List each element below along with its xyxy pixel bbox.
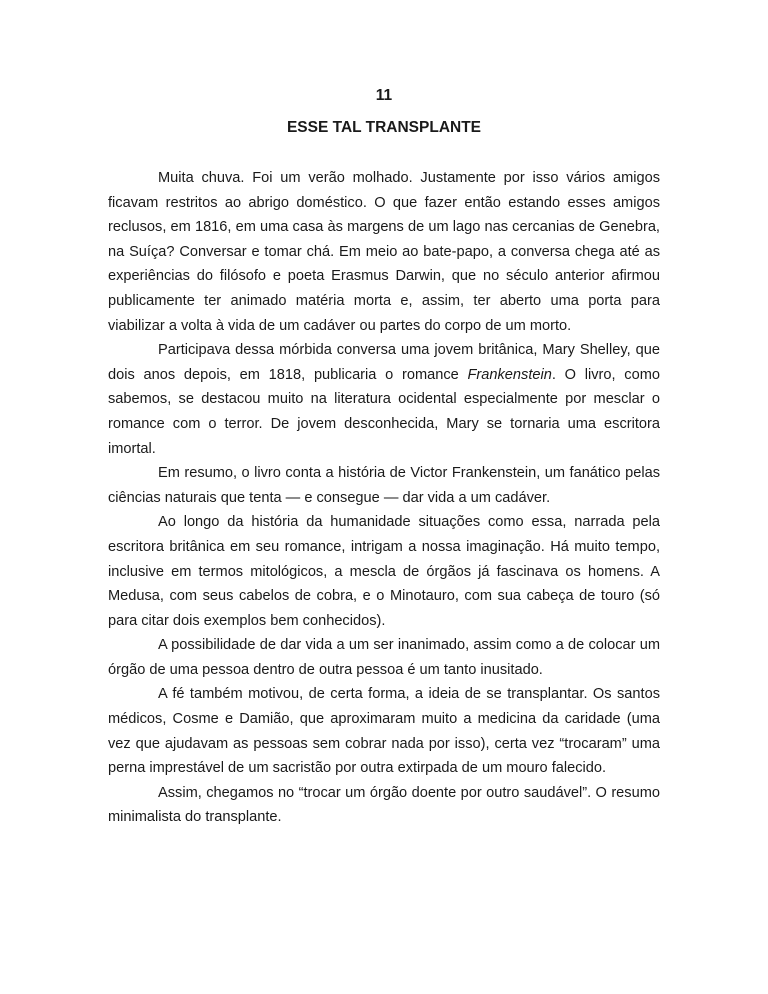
paragraph-2-text-before: Participava dessa mórbida conversa uma jovem britânica, Mary Shelley, que dois anos depois, em 1818, publicaria o romance — [108, 342, 660, 383]
paragraph-4: Ao longo da história da humanidade situações como essa, narrada pela escritora britânica em seu romance, intrigam a nossa imaginação. Há muito tempo, inclusive em termos mitológicos, a mescla de órgãos já fascinava os homens. A Medusa, com seus cabelos de cobra, e o Minotauro, com sua cabeça de touro (só para citar dois exemplos bem conhecidos). — [108, 514, 660, 629]
paragraph-1: Muita chuva. Foi um verão molhado. Justamente por isso vários amigos ficavam restritos ao abrigo doméstico. O que fazer então estando esses amigos reclusos, em 1816, em uma casa às margens de um lago nas cercanias de Genebra, na Suíça? Conversar e tomar chá. Em meio ao bate-papo, a conversa chega até as experiências do filósofo e poeta Erasmus Darwin, que no século anterior afirmou publicamente ter animado matéria morta e, assim, ter aberto uma porta para viabilizar a volta à vida de um cadáver ou partes do corpo de um morto. — [108, 170, 660, 334]
chapter-body — [108, 166, 660, 830]
paragraph-2 — [108, 338, 660, 461]
paragraph-3: Em resumo, o livro conta a história de Victor Frankenstein, um fanático pelas ciências naturais que tenta — e consegue — dar vida a um cadáver. — [108, 465, 660, 506]
book-title-frankenstein: Frankenstein — [467, 366, 552, 383]
paragraph-7: Assim, chegamos no “trocar um órgão doente por outro saudável”. O resumo minimalista do transplante. — [108, 784, 660, 826]
paragraph-6: A fé também motivou, de certa forma, a ideia de se transplantar. Os santos médicos, Cosme e Damião, que aproximaram muito a medicina da caridade (uma vez que ajudavam as pessoas sem cobrar nada por isso), certa vez “trocaram” uma perna imprestável de um sacristão por outra extirpada de um mouro falecido. — [108, 686, 660, 777]
paragraph-2-text-after: . O livro, como sabemos, se destacou muito na literatura ocidental especialmente por mesclar o romance com o terror. De jovem desconhecida, Mary se tornaria uma escritora imortal. — [108, 366, 660, 457]
chapter-number: 11 — [375, 87, 393, 104]
chapter-title: ESSE TAL TRANSPLANTE — [286, 119, 482, 136]
paragraph-5: A possibilidade de dar vida a um ser inanimado, assim como a de colocar um órgão de uma pessoa dentro de outra pessoa é um tanto inusitado. — [108, 637, 660, 678]
